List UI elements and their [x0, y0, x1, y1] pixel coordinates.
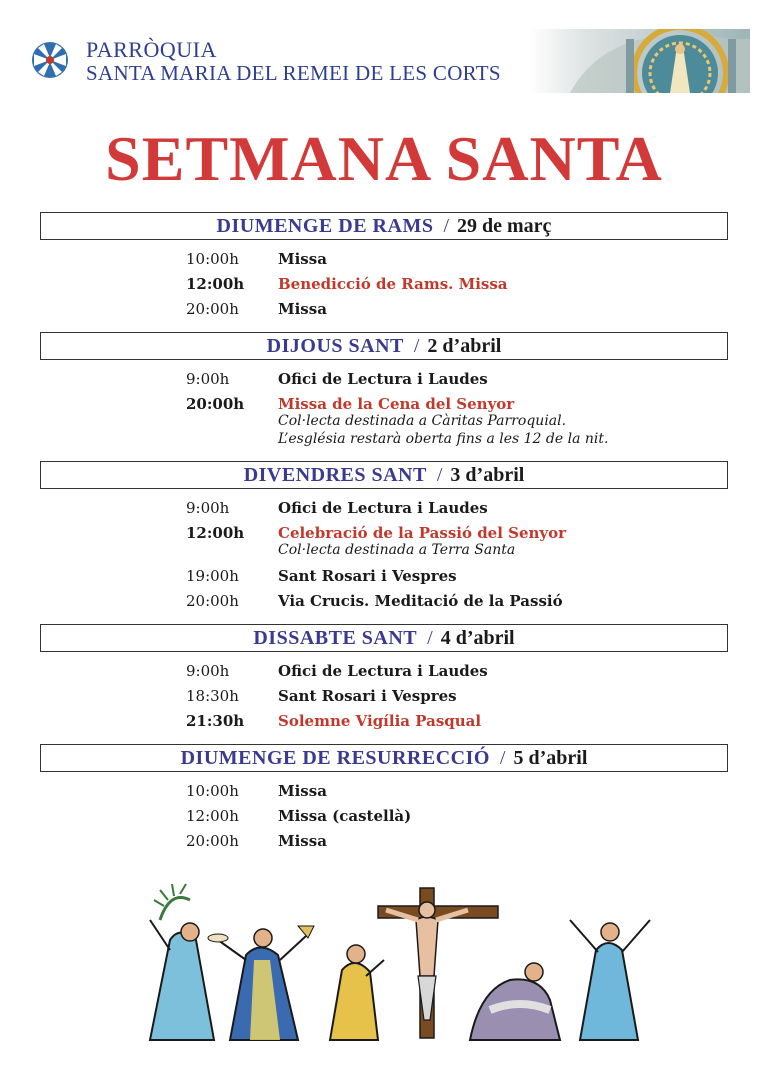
- day-heading: [40, 332, 728, 360]
- schedule-row: [40, 778, 728, 803]
- schedule-row: [40, 683, 728, 708]
- event-activity: Sant Rosari i Vespres: [278, 567, 457, 585]
- schedule-row: [40, 803, 728, 828]
- event-activity: Missa: [278, 782, 327, 800]
- schedule-row: [40, 708, 728, 733]
- day-name: DIUMENGE DE RESURRECCIÓ: [180, 747, 490, 769]
- event-activity: Missa: [278, 250, 327, 268]
- holy-week-figures-crucifix-illustration: [130, 880, 660, 1050]
- event-activity: Ofici de Lectura i Laudes: [278, 662, 488, 680]
- event-note: L’església restarà oberta fins a les 12 de la nit.: [278, 431, 609, 447]
- schedule-row: [40, 563, 728, 588]
- day-section: [40, 624, 728, 730]
- day-name: DIJOUS SANT: [266, 335, 404, 357]
- event-time: 18:30h: [186, 687, 239, 705]
- event-activity: Ofici de Lectura i Laudes: [278, 499, 488, 517]
- schedule-row: [40, 828, 728, 853]
- event-activity: Missa: [278, 300, 327, 318]
- day-date: 4 d’abril: [440, 627, 515, 649]
- day-section: [40, 461, 728, 610]
- day-date: 29 de març: [457, 215, 552, 237]
- event-time: 12:00h: [186, 524, 245, 542]
- heading-separator: /: [443, 215, 450, 237]
- schedule-row: [40, 391, 728, 447]
- event-time: 10:00h: [186, 250, 239, 268]
- day-heading: [40, 461, 728, 489]
- event-note: Col·lecta destinada a Càritas Parroquial.: [278, 413, 567, 429]
- event-time: 9:00h: [186, 499, 230, 517]
- event-time: 20:00h: [186, 832, 239, 850]
- event-activity: Sant Rosari i Vespres: [278, 687, 457, 705]
- event-activity: Benedicció de Rams. Missa: [278, 275, 508, 293]
- parish-label: PARRÒQUIA: [86, 37, 217, 62]
- day-heading: [40, 744, 728, 772]
- event-activity: Missa: [278, 832, 327, 850]
- schedule-row: [40, 588, 728, 613]
- schedule-row: [40, 520, 728, 558]
- schedule-row: [40, 246, 728, 271]
- day-name: DIUMENGE DE RAMS: [216, 215, 434, 237]
- event-time: 12:00h: [186, 807, 239, 825]
- day-date: 2 d’abril: [427, 335, 502, 357]
- heading-separator: /: [413, 335, 420, 357]
- event-note: Col·lecta destinada a Terra Santa: [278, 542, 516, 558]
- header: [0, 0, 768, 100]
- event-activity: Solemne Vigília Pasqual: [278, 712, 482, 730]
- day-heading: [40, 624, 728, 652]
- day-date: 5 d’abril: [513, 747, 588, 769]
- event-time: 10:00h: [186, 782, 239, 800]
- day-section: [40, 332, 728, 447]
- event-time: 19:00h: [186, 567, 239, 585]
- schedule-row: [40, 296, 728, 321]
- schedule-row: [40, 495, 728, 520]
- day-section: [40, 212, 728, 318]
- event-activity: Celebració de la Passió del Senyor: [278, 524, 567, 542]
- page-title: SETMANA SANTA: [105, 123, 663, 194]
- event-time: 21:30h: [186, 712, 245, 730]
- heading-separator: /: [499, 747, 506, 769]
- day-name: DISSABTE SANT: [253, 627, 418, 649]
- event-time: 20:00h: [186, 300, 239, 318]
- day-name: DIVENDRES SANT: [243, 464, 427, 486]
- schedule-row: [40, 271, 728, 296]
- cross-icon: [30, 40, 70, 80]
- event-time: 9:00h: [186, 662, 230, 680]
- stained-glass-virgin-image: [530, 29, 750, 93]
- day-heading: [40, 212, 728, 240]
- event-time: 20:00h: [186, 395, 245, 413]
- day-section: [40, 744, 728, 850]
- schedule-row: [40, 366, 728, 391]
- heading-separator: /: [436, 464, 443, 486]
- event-activity: Ofici de Lectura i Laudes: [278, 370, 488, 388]
- event-time: 12:00h: [186, 275, 245, 293]
- heading-separator: /: [427, 627, 433, 649]
- event-activity: Missa (castellà): [278, 807, 412, 825]
- day-date: 3 d’abril: [450, 464, 525, 486]
- event-time: 9:00h: [186, 370, 230, 388]
- event-activity: Missa de la Cena del Senyor: [278, 395, 515, 413]
- parish-name: SANTA MARIA DEL REMEI DE LES CORTS: [86, 61, 501, 85]
- event-activity: Via Crucis. Meditació de la Passió: [278, 592, 563, 610]
- schedule-row: [40, 658, 728, 683]
- event-time: 20:00h: [186, 592, 239, 610]
